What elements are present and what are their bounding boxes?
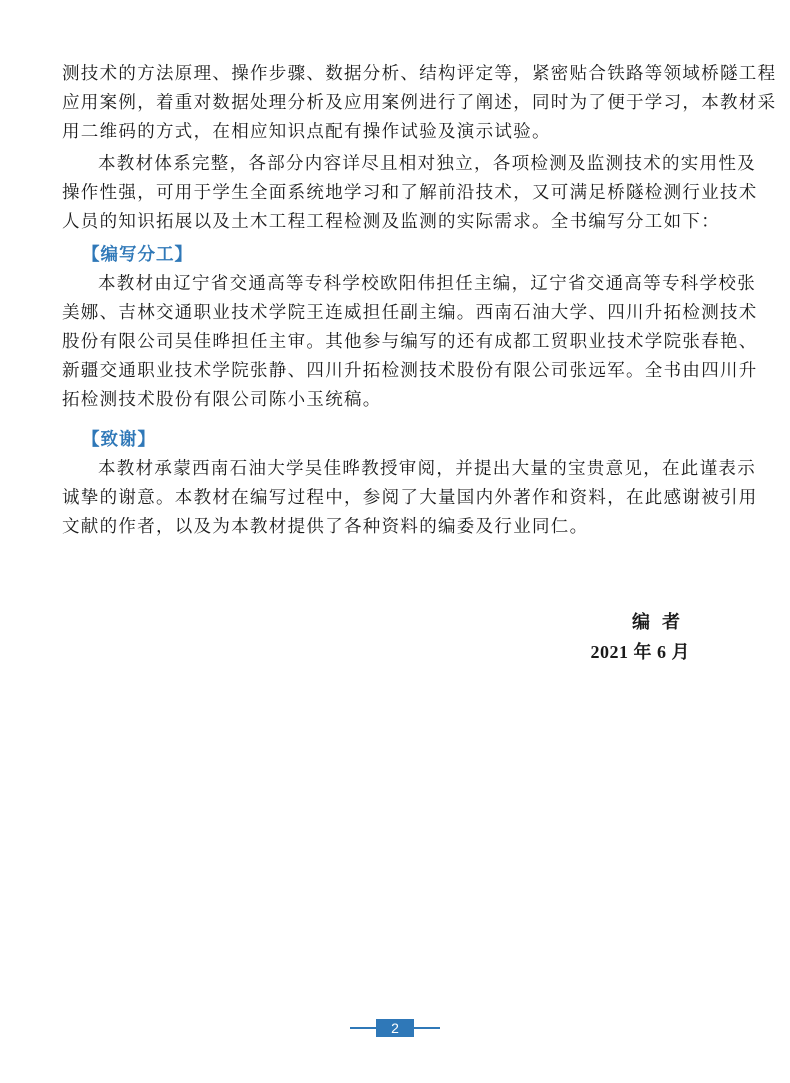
section-heading-division: 【编写分工】 (82, 245, 193, 265)
paragraph-line: 诚挚的谢意。本教材在编写过程中，参阅了大量国内外著作和资料，在此感谢被引用 (62, 488, 758, 508)
paragraph-line: 本教材体系完整，各部分内容详尽且相对独立，各项检测及监测技术的实用性及 (98, 154, 756, 174)
footer-rule-left (350, 1027, 376, 1029)
paragraph-line: 美娜、吉林交通职业技术学院王连威担任副主编。西南石油大学、四川升拓检测技术 (62, 303, 758, 323)
section-thanks (62, 426, 758, 542)
paragraph-line: 股份有限公司吴佳晔担任主审。其他参与编写的还有成都工贸职业技术学院张春艳、 (62, 332, 758, 352)
paragraph-line: 新疆交通职业技术学院张静、四川升拓检测技术股份有限公司张远军。全书由四川升 (62, 361, 758, 381)
paragraph-line: 测技术的方法原理、操作步骤、数据分析、结构评定等，紧密贴合铁路等领域桥隧工程 (62, 64, 777, 84)
paragraph-line: 用二维码的方式，在相应知识点配有操作试验及演示试验。 (62, 122, 551, 142)
paragraph-line: 人员的知识拓展以及土木工程工程检测及监测的实际需求。全书编写分工如下： (62, 212, 720, 232)
paragraph-line: 文献的作者，以及为本教材提供了各种资料的编委及行业同仁。 (62, 517, 589, 537)
paragraph-line: 本教材承蒙西南石油大学吴佳晔教授审阅，并提出大量的宝贵意见，在此谨表示 (98, 459, 756, 479)
paragraph-line: 本教材由辽宁省交通高等专科学校欧阳伟担任主编，辽宁省交通高等专科学校张 (98, 274, 756, 294)
signature-date: 2021 年 6 月 (590, 642, 690, 662)
section-division (62, 241, 758, 415)
paragraph-line: 应用案例，着重对数据处理分析及应用案例进行了阐述，同时为了便于学习，本教材采 (62, 93, 777, 113)
paragraph-line: 拓检测技术股份有限公司陈小玉统稿。 (62, 390, 382, 410)
footer-rule-right (414, 1027, 440, 1029)
page-footer (0, 1019, 790, 1037)
page-number: 2 (376, 1019, 414, 1037)
paragraph-system (62, 150, 758, 237)
signature-author: 编者 (632, 612, 692, 633)
section-heading-thanks: 【致谢】 (82, 430, 156, 450)
paragraph-intro-continued (62, 60, 777, 147)
paragraph-line: 操作性强，可用于学生全面系统地学习和了解前沿技术，又可满足桥隧检测行业技术 (62, 183, 758, 203)
